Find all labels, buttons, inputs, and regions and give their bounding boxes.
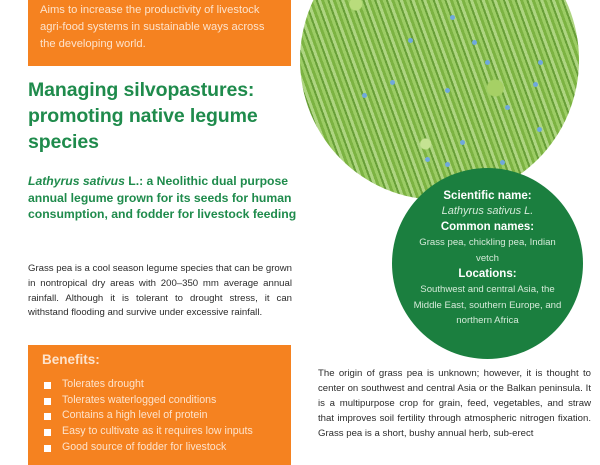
- flower-icon: [500, 160, 505, 165]
- subtitle-text: L.: a Neolithic dual purpose annual legume grown for its seeds for human consumption, and fodder for livestock feeding: [28, 174, 297, 222]
- flower-icon: [362, 93, 367, 98]
- flower-icon: [445, 162, 450, 167]
- locations-label: Locations:: [458, 268, 517, 281]
- page-title: Managing silvopastures: promoting native legume species: [28, 79, 258, 153]
- flower-icon: [450, 15, 455, 20]
- flower-icon: [390, 80, 395, 85]
- flower-icon: [460, 140, 465, 145]
- flower-icon: [537, 127, 542, 132]
- flower-icon: [472, 40, 477, 45]
- square-bullet-icon: [44, 382, 51, 389]
- benefits-list: [42, 377, 277, 456]
- benefit-item: Good source of fodder for livestock: [42, 440, 277, 456]
- square-bullet-icon: [44, 445, 51, 452]
- scientific-name-label: Scientific name:: [443, 190, 532, 202]
- common-names-label: Common names:: [440, 221, 535, 233]
- benefit-item: Tolerates drought: [42, 377, 277, 393]
- flower-icon: [445, 88, 450, 93]
- flower-icon: [408, 38, 413, 43]
- benefit-item: Tolerates waterlogged conditions: [42, 393, 277, 409]
- species-name: Lathyrus sativus: [28, 174, 125, 188]
- flower-icon: [533, 82, 538, 87]
- square-bullet-icon: [44, 398, 51, 405]
- locations-value: Southwest and central Asia, the Middle East, southern Europe, and northern Africa: [413, 284, 562, 327]
- facts-circle: [392, 168, 583, 359]
- flower-icon: [540, 165, 545, 170]
- square-bullet-icon: [44, 429, 51, 436]
- benefits-title: Benefits:: [42, 352, 100, 367]
- origin-paragraph: The origin of grass pea is unknown; however, it is thought to center on southwest and central Asia or the Balkan peninsula. It is a multipurpose crop for grain, feed, vegetables, and straw that improves soil fertility through atmospheric nitrogen fixation. Grass pea is a short, bushy annual herb, sub-erect: [318, 368, 591, 439]
- intro-banner: [28, 0, 291, 66]
- benefit-item: Easy to cultivate as it requires low inputs: [42, 424, 277, 440]
- subtitle: [28, 173, 298, 223]
- benefits-box: [28, 345, 291, 465]
- flower-icon: [505, 105, 510, 110]
- scientific-name-value: Lathyrus sativus L.: [441, 205, 534, 217]
- intro-paragraph: Grass pea is a cool season legume species that can be grown in nontropical dry areas with 200–350 mm average annual rainfall. Although it is tolerant to drought stress, it can withstand flooding and survive under excessive rainfall.: [28, 263, 292, 319]
- flower-icon: [425, 157, 430, 162]
- common-names-value: Grass pea, chickling pea, Indian vetch: [419, 237, 556, 264]
- flower-icon: [485, 60, 490, 65]
- benefit-item: Contains a high level of protein: [42, 408, 277, 424]
- flower-icon: [538, 60, 543, 65]
- grass-pea-photo: [300, 0, 579, 200]
- intro-banner-text: Aims to increase the productivity of livestock agri-food systems in sustainable ways across the developing world.: [40, 4, 265, 50]
- square-bullet-icon: [44, 413, 51, 420]
